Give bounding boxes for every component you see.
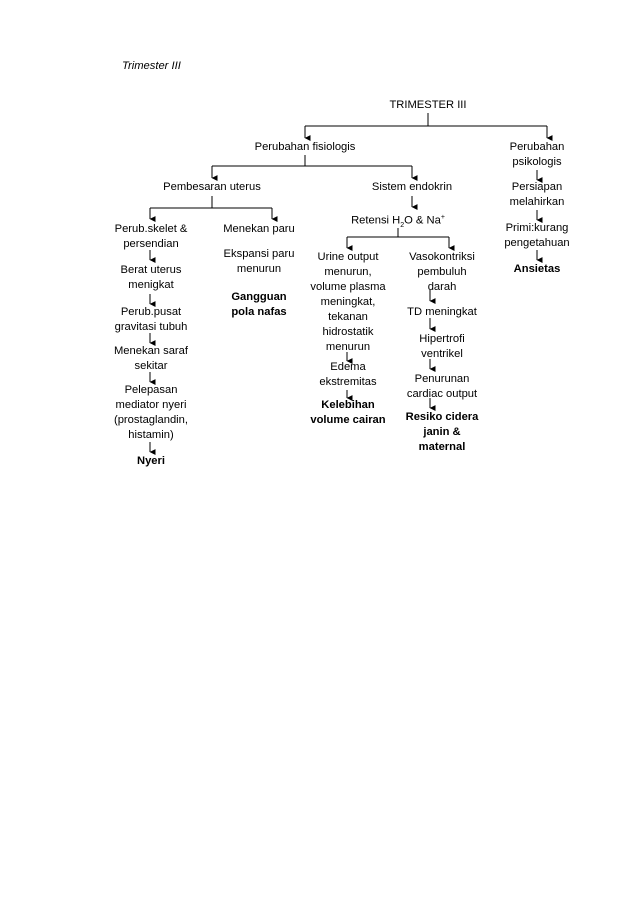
node-penurunan-cardiac-output: Penurunan cardiac output bbox=[406, 373, 478, 400]
retensi-subscript: 2 bbox=[400, 221, 405, 229]
node-sistem-endokrin: Sistem endokrin bbox=[371, 181, 453, 193]
node-perubahan-fisiologis: Perubahan fisiologis bbox=[254, 141, 356, 153]
node-ansietas: Ansietas bbox=[513, 263, 561, 275]
node-trimester-iii: TRIMESTER III bbox=[389, 99, 467, 111]
retensi-superscript: + bbox=[440, 214, 445, 221]
node-primi-kurang-pengetahuan: Primi:kurang pengetahuan bbox=[504, 222, 570, 249]
node-td-meningkat: TD meningkat bbox=[407, 306, 477, 318]
node-menekan-saraf: Menekan saraf sekitar bbox=[113, 345, 188, 372]
node-pelepasan-mediator: Pelepasan mediator nyeri (prostaglandin, histamin) bbox=[113, 384, 188, 441]
node-nyeri: Nyeri bbox=[137, 455, 165, 467]
page-heading: Trimester III bbox=[122, 60, 181, 72]
retensi-text-prefix: Retensi H bbox=[351, 214, 401, 227]
node-perub-pusat-gravitasi: Perub.pusat gravitasi tubuh bbox=[114, 306, 188, 333]
node-gangguan-pola-nafas: Gangguan pola nafas bbox=[231, 291, 287, 318]
node-resiko-cidera: Resiko cidera janin & maternal bbox=[405, 411, 479, 453]
node-ekspansi-paru: Ekspansi paru menurun bbox=[223, 248, 295, 275]
node-menekan-paru: Menekan paru bbox=[223, 223, 295, 235]
node-perubahan-psikologis: Perubahan psikologis bbox=[509, 141, 565, 168]
node-perub-skelet: Perub.skelet & persendian bbox=[114, 223, 188, 250]
node-pembesaran-uterus: Pembesaran uterus bbox=[163, 181, 261, 193]
node-hipertrofi-ventrikel: Hipertrofi ventrikel bbox=[419, 333, 465, 360]
node-vasokontriksi: Vasokontriksi pembuluh darah bbox=[409, 251, 475, 293]
node-urine-output: Urine output menurun, volume plasma meningkat, tekanan hidrostatik menurun bbox=[310, 251, 386, 353]
node-persiapan-melahirkan: Persiapan melahirkan bbox=[509, 181, 565, 208]
retensi-text-mid: O & Na bbox=[404, 214, 441, 227]
node-kelebihan-volume-cairan: Kelebihan volume cairan bbox=[310, 399, 386, 426]
node-berat-uterus: Berat uterus menigkat bbox=[120, 264, 182, 291]
node-retensi bbox=[328, 210, 468, 233]
node-edema-ekstremitas: Edema ekstremitas bbox=[319, 361, 377, 388]
